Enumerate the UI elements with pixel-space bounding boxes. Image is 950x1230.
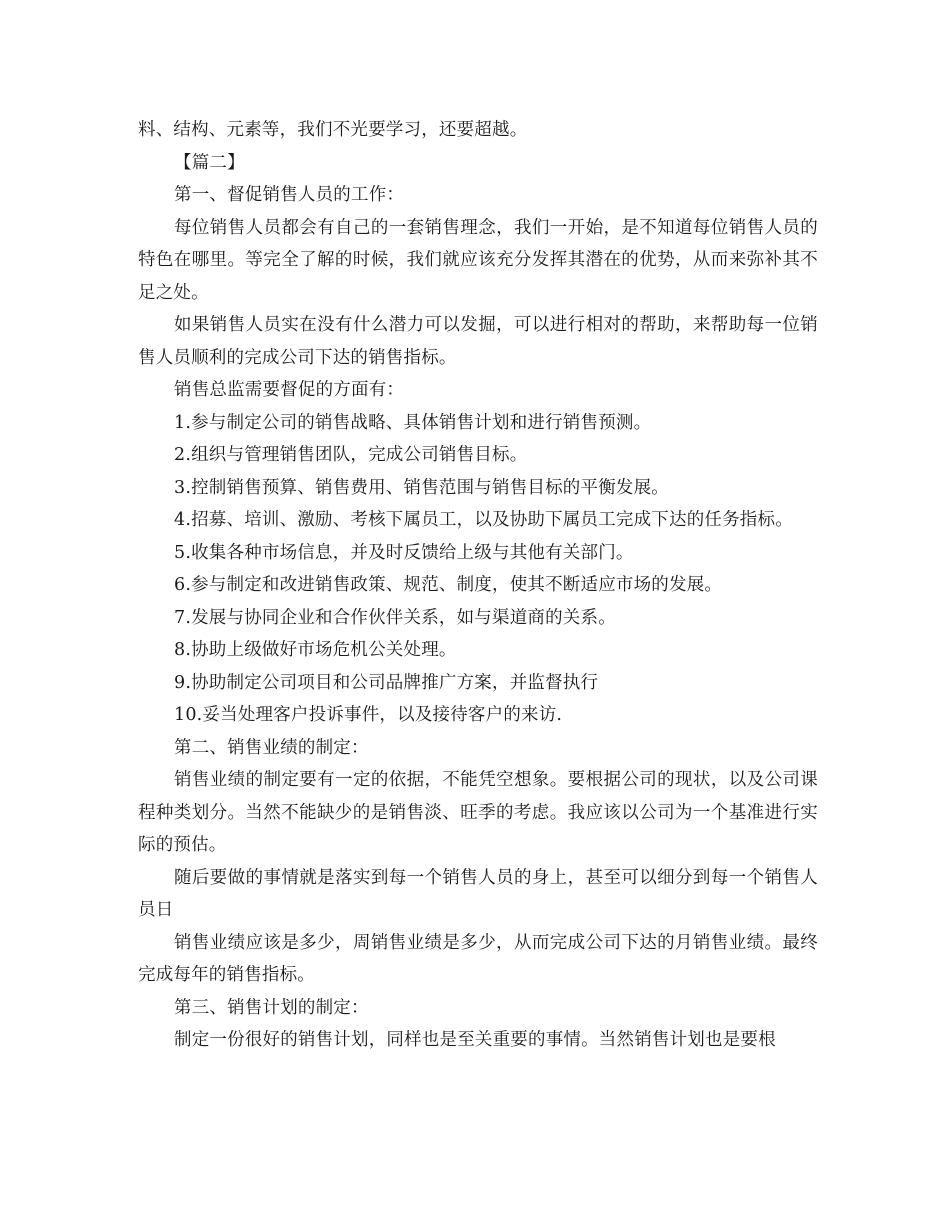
section-heading-1: 第一、督促销售人员的工作：: [174, 185, 405, 205]
paragraph: 销售业绩的制定要有一定的依据，不能凭空想象。要根据公司的现状，以及公司课程种类划分。当然不能缺少的是销售淡、旺季的考虑。我应该以公司为一个基准进行实际的预估。: [138, 770, 818, 855]
list-item: 4.招募、培训、激励、考核下属员工，以及协助下属员工完成下达的任务指标。: [174, 510, 793, 530]
list-item: 3.控制销售预算、销售费用、销售范围与销售目标的平衡发展。: [174, 477, 669, 498]
list-item: 7.发展与协同企业和合作伙伴关系，如与渠道商的关系。: [174, 607, 616, 628]
list-item: 1.参与制定公司的销售战略、具体销售计划和进行销售预测。: [174, 412, 652, 433]
paragraph: 随后要做的事情就是落实到每一个销售人员的身上，甚至可以细分到每一个销售人员日: [138, 867, 818, 920]
list-item: 8.协助上级做好市场危机公关处理。: [174, 640, 457, 660]
paragraph: 销售业绩应该是多少，周销售业绩是多少，从而完成公司下达的月销售业绩。最终完成每年的销售指标。: [138, 932, 818, 985]
paragraph-continuation: 料、结构、元素等，我们不光要学习，还要超越。: [138, 120, 528, 140]
section-heading-3: 第三、销售计划的制定：: [174, 997, 369, 1018]
paragraph: 如果销售人员实在没有什么潜力可以发掘，可以进行相对的帮助，来帮助每一位销售人员顺利的完成公司下达的销售指标。: [138, 315, 818, 368]
list-item: 5.收集各种市场信息，并及时反馈给上级与其他有关部门。: [174, 542, 634, 563]
paragraph: 每位销售人员都会有自己的一套销售理念，我们一开始，是不知道每位销售人员的特色在哪里。等完全了解的时候，我们就应该充分发挥其潜在的优势，从而来弥补其不足之处。: [138, 217, 818, 303]
list-intro: 销售总监需要督促的方面有：: [174, 380, 405, 400]
section-heading-2: 第二、销售业绩的制定：: [174, 737, 369, 758]
document-body: [138, 114, 818, 1057]
list-item: 6.参与制定和改进销售政策、规范、制度，使其不断适应市场的发展。: [174, 575, 723, 595]
list-item: 9.协助制定公司项目和公司品牌推广方案，并监督执行: [174, 672, 599, 693]
section-tag: 【篇二】: [174, 152, 245, 173]
list-item: 2.组织与管理销售团队，完成公司销售目标。: [174, 445, 528, 465]
paragraph: 制定一份很好的销售计划，同样也是至关重要的事情。当然销售计划也是要根: [174, 1030, 776, 1050]
list-item: 10.妥当处理客户投诉事件，以及接待客户的来访.: [174, 705, 563, 725]
